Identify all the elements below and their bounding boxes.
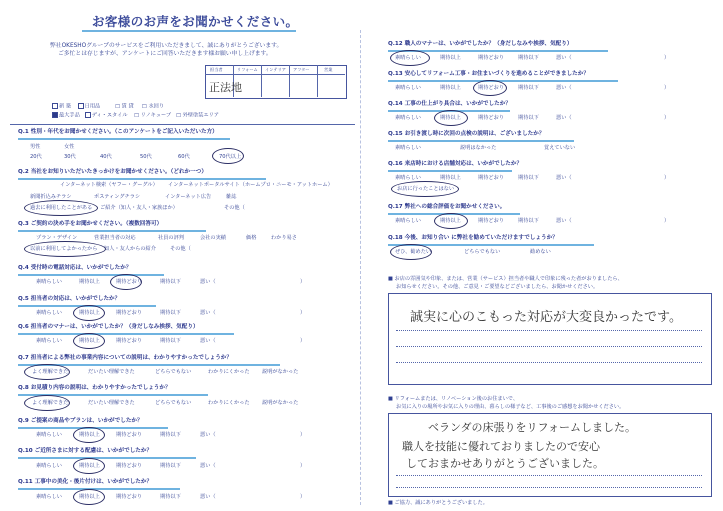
q17-label: Q.17 弊社への総合評価をお聞かせください。 [388,204,506,210]
q1-age-60[interactable]: 60代 [178,154,190,160]
q11-opt-4[interactable]: 悪い（ [200,494,216,500]
q6-opt-2[interactable]: 期待どおり [116,338,142,344]
q9-label: Q.9 ご提案の商品やプランは、いかがでしたか？ [18,418,143,424]
q3-opt-other[interactable]: その他（ [170,246,191,252]
q8-opt-2[interactable]: どちらでもない [155,400,192,406]
q2-opt-newspaper[interactable]: 新聞折込みチラシ [30,194,72,200]
q7-opt-2[interactable]: どちらでもない [155,369,192,375]
comment1-prompt-line2: お知らせください。その他、ご意見・ご要望などございましたら、お聞かせください。 [396,284,599,290]
q6-opt-3[interactable]: 期待以下 [160,338,181,344]
q5-opt-3[interactable]: 期待以下 [160,310,181,316]
q13-circle-mark [473,80,507,96]
intro-line-1: 弊社OKESHOグループのサービスをご利用いただきまして、誠にありがとうございます。 [50,43,283,49]
footer-thanks: ■ ご協力、誠にありがとうございました。 [388,500,488,506]
q6-opt-4[interactable]: 悪い（ [200,338,216,344]
q10-label: Q.10 ご近所さまに対する配慮は、いかがでしたか？ [18,448,153,454]
q7-opt-4[interactable]: 説明がなかった [262,369,299,375]
staff-label-after: アフター [293,67,310,72]
column-divider [360,30,361,505]
q4-opt-1[interactable]: 期待以上 [79,279,100,285]
comment2-handwriting-line2: 職人を技能に優れておりましたので安心 [402,440,600,453]
comment1-handwriting: 誠実に心のこもった対応が大変良かったです。 [410,310,682,325]
title-underline [82,30,296,32]
q1-age-30[interactable]: 30代 [64,154,76,160]
q16-opt-4[interactable]: 悪い（ [556,175,572,181]
q12-opt-0[interactable]: 素晴らしい [395,55,421,61]
q15-opt-1[interactable]: 説明はなかった [460,145,497,151]
q13-opt-0[interactable]: 素晴らしい [395,85,421,91]
q13-opt-2[interactable]: 期待どおり [478,85,504,91]
q18-label: Q.18 今後、お知り合い に弊社を勧めていただけますでしょうか？ [388,235,558,241]
q16-opt-0[interactable]: 素晴らしい [395,175,421,181]
service-row-top: 新 築 日用品 □ 賃 貸 □ 水回り [52,103,164,110]
q3-opt-results[interactable]: 会社の実績 [200,235,226,241]
q11-label: Q.11 工事中の美化・後片付けは、いかがでしたか？ [18,479,153,485]
q13-opt-1[interactable]: 期待以上 [440,85,461,91]
q2-opt-webad[interactable]: インターネット広告 [165,194,212,200]
q4-circle-mark [110,274,142,290]
q12-label: Q.12 職人のマナーは、いかがでしたか？（身だしなみや挨拶、気配り） [388,41,573,47]
q5-opt-4[interactable]: 悪い（ [200,310,216,316]
q5-opt-0[interactable]: 素晴らしい [36,310,62,316]
q8-label: Q.8 お見積り内容の説明は、わかりやすかったでしょうか？ [18,385,171,391]
q17-opt-2[interactable]: 期待どおり [478,218,504,224]
q13-opt-3[interactable]: 期待以下 [518,85,539,91]
comment1-prompt-line1: ■ お店の雰囲気や印象、または、営業（サービス）担当者や職人で印象に残った者がおりましたら、 [388,276,623,282]
q1-circle-mark [212,148,244,164]
comment2-prompt-line2: お気に入りの場所やお気に入りの理由、暮らしの様子など、工事後のご感想をお聞かせください。 [396,404,625,410]
q2-opt-other[interactable]: その他（ [224,205,245,211]
q14-label: Q.14 工事の仕上がり具合は、いかがでしたか？ [388,101,511,107]
q17-opt-4[interactable]: 悪い（ [556,218,572,224]
q3-circle-mark [24,241,106,257]
q9-opt-0[interactable]: 素晴らしい [36,432,62,438]
q16-opt-1[interactable]: 期待以上 [440,175,461,181]
q15-opt-0[interactable]: 素晴らしい [395,145,421,151]
q4-opt-0[interactable]: 素晴らしい [36,279,62,285]
q2-opt-past-use[interactable]: 過去に利用したことがある [30,205,93,211]
q14-circle-mark [434,110,468,126]
q6-circle-mark [73,333,105,349]
q14-opt-2[interactable]: 期待どおり [478,115,504,121]
q11-opt-0[interactable]: 素晴らしい [36,494,62,500]
q16-opt-3[interactable]: 期待以下 [518,175,539,181]
q10-opt-3[interactable]: 期待以下 [160,463,181,469]
staff-label-sales: 営業 [324,67,333,72]
q13-label: Q.13 安心してリフォーム工事・お住まいづくりを進めることができましたか？ [388,71,589,77]
q17-circle-mark [434,213,468,229]
q2-opt-referral[interactable]: ご紹介（知人・友人・家族ほか） [100,205,178,211]
q3-opt-staff[interactable]: 営業担当者の対応 [94,235,136,241]
q3-label: Q.3 ご契約の決め手をお聞かせください。（複数回答可） [18,221,163,227]
intro-line-2: ご多忙とは存じますが、アンケートにご回答いただきます様お願い申し上げます。 [58,51,272,57]
q9-opt-3[interactable]: 期待以下 [160,432,181,438]
q13-opt-4[interactable]: 悪い（ [556,85,572,91]
q7-opt-0[interactable]: よく理解できた [32,369,69,375]
staff-label-reform: リフォーム [237,67,258,72]
q4-opt-2[interactable]: 期待どおり [116,279,142,285]
q7-opt-1[interactable]: だいたい理解できた [88,369,135,375]
q8-opt-0[interactable]: よく理解できた [32,400,69,406]
q2-opt-magazine[interactable]: 雑誌 [226,194,237,200]
service-row-bottom: 最大手品 ディ・スタイル □ リノキューブ □ 外壁塗装エリア [52,112,219,119]
header-divider [10,124,355,125]
staff-label-tantou: 担当者 [210,67,223,72]
q14-opt-1[interactable]: 期待以上 [440,115,461,121]
q1-gender-female[interactable]: 女性 [64,144,75,150]
q5-opt-1[interactable]: 期待以上 [79,310,100,316]
q6-label: Q.6 担当者のマナーは、いかがでしたか？（身だしなみ挨拶、気配り） [18,324,199,330]
q10-opt-2[interactable]: 期待どおり [116,463,142,469]
q6-opt-1[interactable]: 期待以上 [79,338,100,344]
q16-opt-2[interactable]: 期待どおり [478,175,504,181]
q14-opt-4[interactable]: 悪い（ [556,115,572,121]
q17-opt-0[interactable]: 素晴らしい [395,218,421,224]
q17-opt-3[interactable]: 期待以下 [518,218,539,224]
q3-opt-prev-use[interactable]: 以前に利用してよかったから [30,246,98,252]
q3-opt-reputation[interactable]: 社員の評判 [158,235,184,241]
q10-opt-1[interactable]: 期待以上 [79,463,100,469]
q5-opt-2[interactable]: 期待どおり [116,310,142,316]
q2-opt-posting[interactable]: ポスティングチラシ [94,194,141,200]
q9-opt-1[interactable]: 期待以上 [79,432,100,438]
q4-opt-4[interactable]: 悪い（ [200,279,216,285]
q12-opt-4[interactable]: 悪い（ [556,55,572,61]
q10-circle-mark [73,458,105,474]
q17-opt-1[interactable]: 期待以上 [440,218,461,224]
q16-circle-mark [391,181,459,197]
q4-opt-3[interactable]: 期待以下 [160,279,181,285]
q6-opt-0[interactable]: 素晴らしい [36,338,62,344]
q1-label: Q.1 性別・年代をお聞かせください。（このアンケートをご記入いただいた方） [18,129,218,135]
q2-opt-portal[interactable]: インターネットポータルサイト（ホームプロ・ニーモ・アットホーム） [168,182,333,188]
comment2-handwriting-line1: ベランダの床張りをリフォームしました。 [428,421,637,434]
q11-circle-mark [73,489,105,505]
q11-opt-3[interactable]: 期待以下 [160,494,181,500]
q3-opt-referral[interactable]: 知人・友人からの紹介 [104,246,156,252]
q8-opt-3[interactable]: わかりにくかった [208,400,250,406]
q10-opt-4[interactable]: 悪い（ [200,463,216,469]
q18-opt-0[interactable]: ぜひ、勧めたい [395,249,432,255]
q16-label: Q.16 来店時における店舗対応は、いかがでしたか？ [388,161,523,167]
q18-opt-1[interactable]: どちらでもない [464,249,501,255]
q12-opt-3[interactable]: 期待以下 [518,55,539,61]
q12-opt-2[interactable]: 期待どおり [478,55,504,61]
q2-opt-search[interactable]: インターネット検索（ヤフー・グーグル） [60,182,158,188]
q14-opt-0[interactable]: 素晴らしい [395,115,421,121]
q1-gender-male[interactable]: 男性 [30,144,41,150]
q11-opt-1[interactable]: 期待以上 [79,494,100,500]
q1-age-40[interactable]: 40代 [100,154,112,160]
q12-opt-1[interactable]: 期待以上 [440,55,461,61]
comment2-prompt-line1: ■ リフォームまたは、リノベーション後のお住まいで、 [388,396,519,402]
q10-opt-0[interactable]: 素晴らしい [36,463,62,469]
q12-circle-mark [390,50,430,66]
q5-label: Q.5 担当者の対応は、いかがでしたか？ [18,296,121,302]
q18-opt-2[interactable]: 勧めない [530,249,551,255]
q18-circle-mark [390,244,432,260]
q7-circle-mark [24,364,70,380]
q2-circle-mark [24,200,98,216]
q15-opt-3[interactable]: 覚えていない [544,145,576,151]
q2-label: Q.2 当社をお知りいただいたきっかけをお聞かせください。（どれか一つ） [18,169,207,175]
q15-label: Q.15 お引き渡し時に次回の点検の説明は、ございましたか？ [388,131,545,137]
q11-opt-2[interactable]: 期待どおり [116,494,142,500]
q7-opt-3[interactable]: わかりにくかった [208,369,250,375]
q8-opt-4[interactable]: 説明がなかった [262,400,299,406]
q14-opt-3[interactable]: 期待以下 [518,115,539,121]
q1-age-50[interactable]: 50代 [140,154,152,160]
q1-age-70[interactable]: 70代以上 [219,154,242,160]
page-title: お客様のお声をお聞かせください。 [92,14,299,29]
q9-opt-2[interactable]: 期待どおり [116,432,142,438]
q1-age-20[interactable]: 20代 [30,154,42,160]
q3-opt-price[interactable]: 価格 [246,235,257,241]
q16-opt-never-visited[interactable]: お店に行ったことはない [397,186,455,192]
q9-opt-4[interactable]: 悪い（ [200,432,216,438]
q3-opt-clarity[interactable]: わかり易さ [271,235,297,241]
staff-name-handwritten: 正法地 [209,81,242,94]
staff-label-interior: インテリア [265,67,286,72]
q3-opt-plan[interactable]: プラン・デザイン [36,235,78,241]
q7-label: Q.7 担当者による弊社の事業内容についての説明は、わかりやすかったでしょうか？ [18,355,232,361]
q5-circle-mark [73,305,105,321]
q9-circle-mark [73,427,105,443]
q8-opt-1[interactable]: だいたい理解できた [88,400,135,406]
q8-circle-mark [24,395,70,411]
q4-label: Q.4 受付時の電話対応は、いかがでしたか？ [18,265,132,271]
comment2-handwriting-line3: しておまかせありがとうございました。 [406,457,604,470]
